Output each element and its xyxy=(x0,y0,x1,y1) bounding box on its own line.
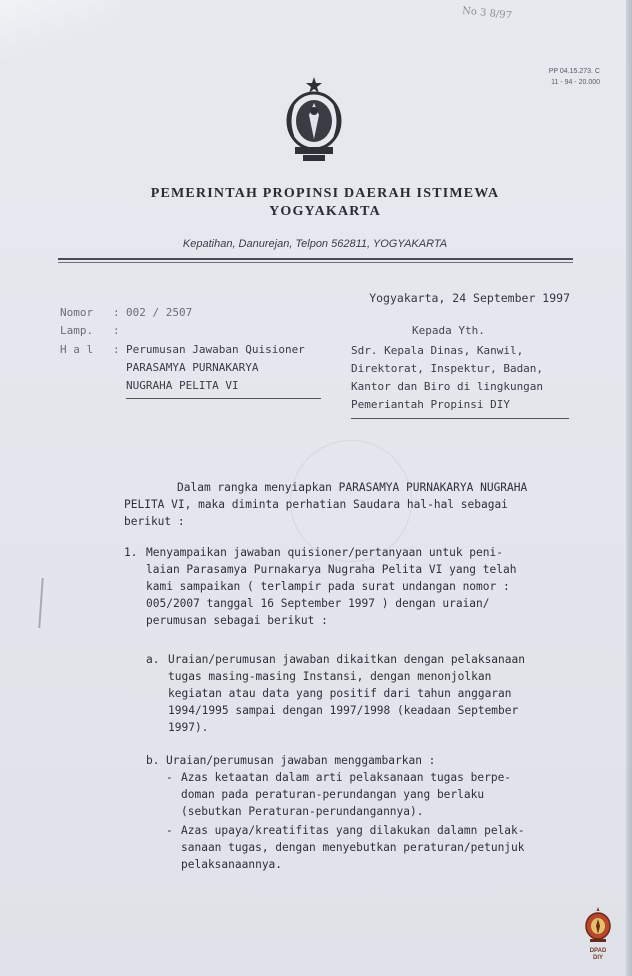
recipient-underline xyxy=(351,418,569,419)
item-b2-text xyxy=(181,822,565,873)
corner-fold xyxy=(0,0,120,60)
archive-logo xyxy=(580,906,616,964)
item-b2-line: Azas upaya/kreatifitas yang dilakukan dalamn pelak- xyxy=(181,824,525,837)
handwritten-note: No 3 8/97 xyxy=(461,5,513,22)
item-a-label: a. xyxy=(146,653,160,666)
item-1-line: 005/2007 tanggal 16 September 1997 ) dengan uraian/ xyxy=(146,597,490,610)
scan-scratch-mark xyxy=(38,578,43,628)
page-edge xyxy=(626,0,632,976)
recipient-line: Pemeriantah Propinsi DIY xyxy=(351,398,510,411)
item-a-line: 1997). xyxy=(168,721,209,734)
nomor-colon: : xyxy=(113,306,120,319)
item-b2-line: sanaan tugas, dengan menyebutkan peraturan/petunjuk xyxy=(181,841,525,854)
item-1-line: Menyampaikan jawaban quisioner/pertanyaan untuk peni- xyxy=(146,546,503,559)
intro-paragraph xyxy=(124,479,568,530)
item-b1-line: doman pada peraturan-perundangan yang berlaku xyxy=(181,788,485,801)
item-a-text xyxy=(168,651,568,736)
header-divider-thin xyxy=(58,262,573,263)
item-a-line: 1994/1995 sampai dengan 1997/1998 (keadaan September xyxy=(168,704,519,717)
item-1-number: 1. xyxy=(124,546,138,559)
lamp-label: Lamp. xyxy=(60,324,94,337)
document-code-line2: 11 - 94 - 20.000 xyxy=(551,79,600,86)
hal-line: Perumusan Jawaban Quisioner xyxy=(126,343,305,356)
recipient-salutation: Kepada Yth. xyxy=(412,324,485,337)
intro-line: Dalam rangka menyiapkan PARASAMYA PURNAKARYA NUGRAHA xyxy=(177,481,528,494)
item-a-line: kegiatan atau data yang positif dari tahun anggaran xyxy=(168,687,512,700)
nomor-label: Nomor xyxy=(60,306,94,319)
coat-of-arms-emblem-icon xyxy=(281,75,347,163)
item-b1-line: (sebutkan Peraturan-perundangannya). xyxy=(181,805,424,818)
archive-logo-text-2: DIY xyxy=(592,955,603,961)
subject-underline xyxy=(126,398,321,399)
item-a-line: Uraian/perumusan jawaban dikaitkan dengan pelaksanaan xyxy=(168,653,525,666)
recipient-block xyxy=(351,342,569,414)
intro-line: PELITA VI, maka diminta perhatian Saudara hal-hal sebagai xyxy=(124,498,508,511)
header-government-line2: YOGYAKARTA xyxy=(269,204,381,219)
bullet-dash-1: - xyxy=(166,771,173,784)
lamp-colon: : xyxy=(113,324,120,337)
item-b1-text xyxy=(181,769,565,820)
item-b1-line: Azas ketaatan dalam arti pelaksanaan tugas berpe- xyxy=(181,771,512,784)
item-1-line: perumusan sebagai berikut : xyxy=(146,614,328,627)
item-1-line: laian Parasamya Purnakarya Nugraha Pelita VI yang telah xyxy=(146,563,517,576)
item-b-label: b. xyxy=(146,754,160,767)
hal-subject xyxy=(126,341,305,395)
hal-line: PARASAMYA PURNAKARYA xyxy=(126,361,259,374)
archive-emblem-icon xyxy=(584,906,612,944)
bullet-dash-2: - xyxy=(166,824,173,837)
archive-logo-text-1: DPAD xyxy=(589,948,607,954)
letter-date: Yogyakarta, 24 September 1997 xyxy=(369,291,570,305)
header-divider xyxy=(58,258,573,260)
hal-colon: : xyxy=(113,343,120,356)
item-1-text xyxy=(146,544,568,629)
nomor-value: 002 / 2507 xyxy=(126,306,193,319)
hal-label: H a l xyxy=(60,343,94,356)
header-address: Kepatihan, Danurejan, Telpon 562811, YOGYAKARTA xyxy=(182,238,448,250)
item-1-line: kami sampaikan ( terlampir pada surat undangan nomor : xyxy=(146,580,510,593)
item-b-text: Uraian/perumusan jawaban menggambarkan : xyxy=(166,754,436,767)
recipient-line: Direktorat, Inspektur, Badan, xyxy=(351,362,544,375)
hal-line: NUGRAHA PELITA VI xyxy=(126,379,239,392)
recipient-line: Sdr. Kepala Dinas, Kanwil, xyxy=(351,344,524,357)
item-a-line: tugas masing-masing Instansi, dengan menonjolkan xyxy=(168,670,492,683)
item-b2-line: pelaksanaannya. xyxy=(181,858,283,871)
intro-line: berikut : xyxy=(124,515,185,528)
header-government-line1: PEMERINTAH PROPINSI DAERAH ISTIMEWA xyxy=(150,186,500,201)
document-code xyxy=(549,66,600,88)
recipient-line: Kantor dan Biro di lingkungan xyxy=(351,380,544,393)
document-code-line1: PP 04.15.273. C xyxy=(548,68,600,75)
